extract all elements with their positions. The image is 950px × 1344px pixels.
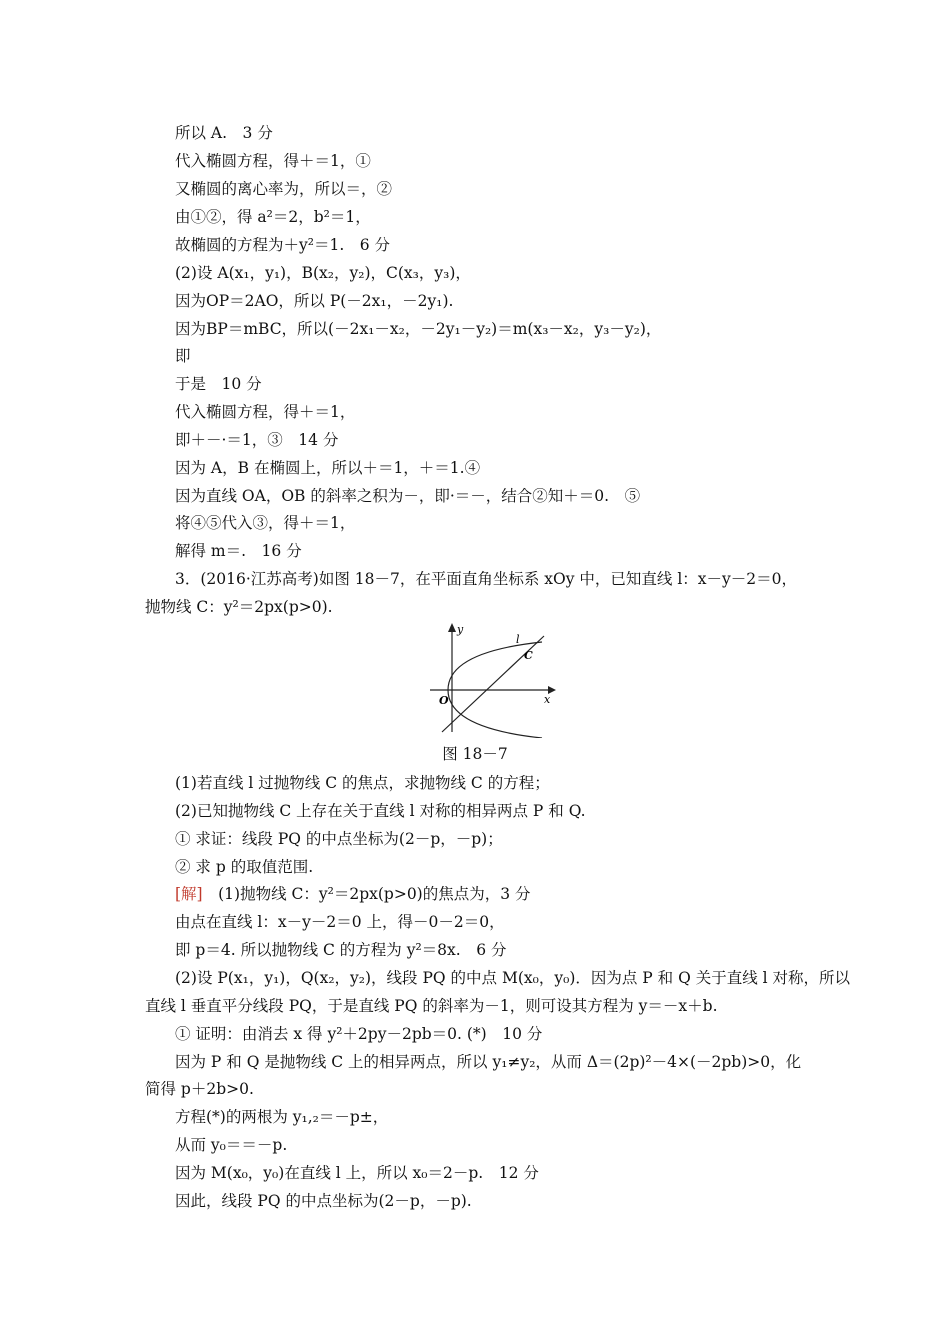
problem-statement-line-1: 3．(2016·江苏高考)如图 18－7，在平面直角坐标系 xOy 中，已知直线 l：x－y－2＝0， <box>175 570 798 588</box>
question-line: ① 求证：线段 PQ 的中点坐标为(2－p，－p)； <box>175 830 503 848</box>
text-line: 又椭圆的离心率为，所以＝，② <box>175 180 393 198</box>
text-line: 即 <box>175 347 191 365</box>
solution-line: ① 证明：由消去 x 得 y²＋2py－2pb＝0. (*) 10 分 <box>175 1025 543 1043</box>
label-curve-c: C <box>524 649 533 662</box>
text-line: 因为BP＝mBC，所以(－2x₁－x₂，－2y₁－y₂)＝m(x₃－x₂，y₃－y₂)， <box>175 320 662 338</box>
text-line: 因为 A，B 在椭圆上，所以＋＝1，＋＝1.④ <box>175 459 481 477</box>
text-line: (2)设 A(x₁，y₁)，B(x₂，y₂)，C(x₃，y₃)， <box>175 264 471 282</box>
label-y: y <box>457 623 464 636</box>
solution-line: 由点在直线 l：x－y－2＝0 上，得－0－2＝0， <box>175 913 505 931</box>
label-origin: O <box>439 694 449 707</box>
question-line: (1)若直线 l 过抛物线 C 的焦点，求抛物线 C 的方程； <box>175 774 550 792</box>
solution-line: 方程(*)的两根为 y₁,₂＝－p±， <box>175 1108 389 1126</box>
text-line: 故椭圆的方程为＋y²＝1. 6 分 <box>175 236 391 254</box>
text-line: 将④⑤代入③，得＋＝1， <box>175 514 356 532</box>
question-line: (2)已知抛物线 C 上存在关于直线 l 对称的相异两点 P 和 Q. <box>175 802 586 820</box>
solution-line: 直线 l 垂直平分线段 PQ，于是直线 PQ 的斜率为－1，则可设其方程为 y＝－x＋b. <box>145 997 718 1015</box>
solution-line: 因为 M(x₀，y₀)在直线 l 上，所以 x₀＝2－p. 12 分 <box>175 1164 539 1182</box>
solution-line: 因为 P 和 Q 是抛物线 C 上的相异两点，所以 y₁≠y₂，从而 Δ＝(2p)²－4×(－2pb)>0，化 <box>175 1053 802 1071</box>
figure-caption: 图 18－7 <box>442 745 508 763</box>
text-line: 即＋－·＝1，③ 14 分 <box>175 431 339 449</box>
text-line: 因为OP＝2AO，所以 P(－2x₁，－2y₁). <box>175 292 454 310</box>
text-line: 于是 10 分 <box>175 375 262 393</box>
text-line: 代入椭圆方程，得＋＝1， <box>175 403 356 421</box>
solution-tag: [解] <box>175 885 203 903</box>
text-line: 所以 A. 3 分 <box>175 124 273 142</box>
label-line-l: l <box>516 633 520 646</box>
solution-line: 从而 y₀＝＝－p. <box>175 1136 288 1154</box>
solution-line: 简得 p＋2b>0. <box>145 1080 254 1098</box>
label-x: x <box>544 693 551 706</box>
problem-statement-line-2: 抛物线 C：y²＝2px(p>0). <box>145 598 333 616</box>
solution-line <box>175 884 531 904</box>
solution-text: (1)抛物线 C：y²＝2px(p>0)的焦点为，3 分 <box>218 885 531 903</box>
solution-line: 因此，线段 PQ 的中点坐标为(2－p，－p). <box>175 1192 472 1210</box>
text-line: 解得 m＝. 16 分 <box>175 542 302 560</box>
parabola-figure <box>420 620 560 738</box>
solution-line: 即 p＝4. 所以抛物线 C 的方程为 y²＝8x. 6 分 <box>175 941 507 959</box>
text-line: 代入椭圆方程，得＋＝1，① <box>175 152 371 170</box>
solution-line: (2)设 P(x₁，y₁)，Q(x₂，y₂)，线段 PQ 的中点 M(x₀，y₀)．因为点 P 和 Q 关于直线 l 对称，所以 <box>175 969 851 987</box>
question-line: ② 求 p 的取值范围. <box>175 858 314 876</box>
y-axis-arrow <box>448 623 456 632</box>
text-line: 由①②，得 a²＝2，b²＝1， <box>175 208 371 226</box>
text-line: 因为直线 OA，OB 的斜率之积为－，即·＝－，结合②知＋＝0. ⑤ <box>175 487 641 505</box>
